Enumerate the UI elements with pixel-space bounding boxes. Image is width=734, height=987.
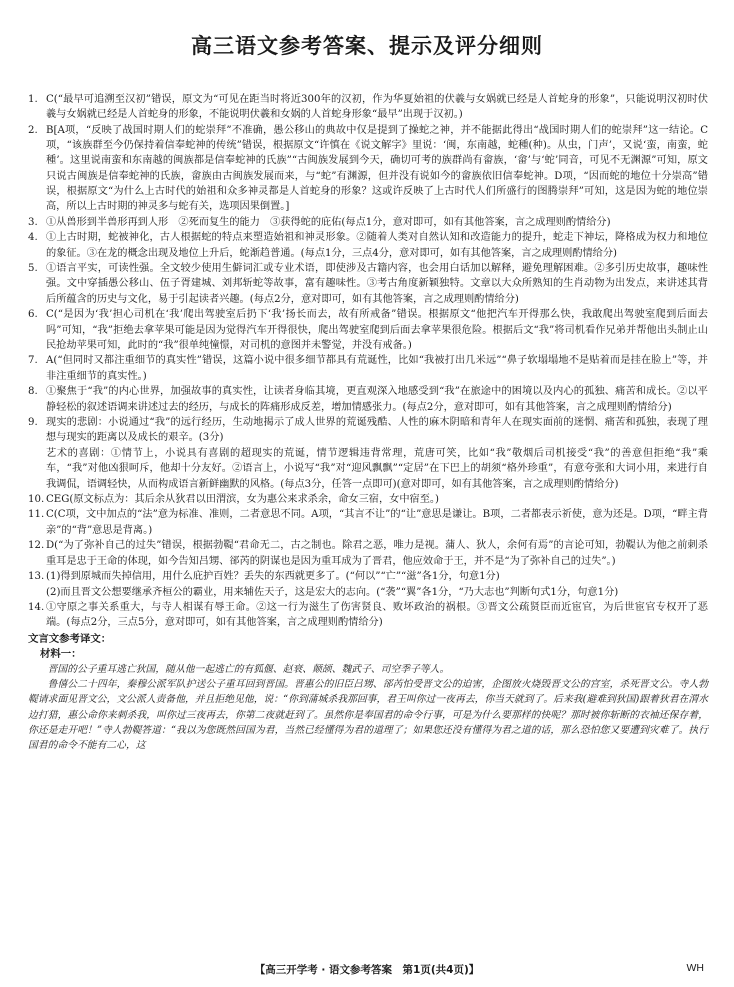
answer-item-3 bbox=[28, 215, 708, 230]
answer-item-9 bbox=[28, 415, 708, 445]
item-number: 9. bbox=[28, 417, 38, 429]
answer-item-4 bbox=[28, 230, 708, 260]
item-text: ①聚焦于“我”的内心世界，加强故事的真实性，让读者身临其境，更直观深入地感受到“我”在旅途中的困境以及内心的孤独、痛苦和成长。②以平静轻松的叙述语调来讲述过去的经历，与成长的阵痛形成反差，增加情感张力。(每点2分，意对即可，如有其他答案，言之成理则酌情给分) bbox=[46, 386, 708, 413]
footer-code: WH bbox=[686, 962, 704, 974]
item-text: CEG(原文标点为：其后余从狄君以田渭滨，女为惠公来求杀余，命女三宿，女中宿至。) bbox=[46, 493, 439, 505]
item-number: 12. bbox=[28, 540, 45, 552]
item-number: 11. bbox=[28, 509, 45, 521]
item-text: ①从兽形到半兽形再到人形 ②死而复生的能力 ③获得蛇的庇佑(每点1分，意对即可，如有其他答案，言之成理则酌情给分) bbox=[46, 216, 611, 228]
item-text: ①语言平实，可读性强。全文较少使用生僻词汇或专业术语，即使涉及古籍内容，也会用白话加以解释，避免理解困难。②多引历史故事，趣味性强。文中穿插愚公移山、伍子胥建城、刘邦斩蛇等故事，富有趣味性。③考古角度新颖独特。文章以大众所熟知的生肖动物为出发点，来讲述其背后所蕴含的历史与文化，易于引起读者兴趣。(每点2分，意对即可，如有其他答案，言之成理则酌情给分) bbox=[46, 263, 708, 305]
answer-item-9-continued: 艺术的喜剧：①情节上，小说具有喜剧的超现实的荒诞，情节逻辑违背常理，荒唐可笑，比如“我”敬烟后司机接受“我”的善意但拒绝“我”乘车，“我”对他凶狠呵斥，他却十分友好。②语言上，小说写“我”对“迎风飘飘”“定居”在下巴上的胡须“格外珍重”，有意夸张和大词小用，来进行自我调侃，语调轻快，从而构成语言新鲜幽默的风格。(每点3分，任答一点即可)(意对即可，如有其他答案，言之成理则酌情给分) bbox=[46, 448, 708, 490]
item-text: B[A项，“反映了战国时期人们的蛇崇拜”不准确，愚公移山的典故中仅是提到了操蛇之神，并不能据此得出“战国时期人们的蛇崇拜”这一结论。C项，“该族群至今仍保持着信奉蛇神的传统”错误，根据原文“许慎在《说文解字》里说：‘闽，东南越，蛇種(种)。从虫，门声’，又说‘蛮，南蛮，蛇種’。这里说南蛮和东南越的闽族都是信奉蛇神的氏族”“古闽族发展到今天，确切可考的族群尚有畲族，‘畲’与‘蛇’同音，可见不无渊源”可知，原文只说古闽族是信奉蛇神的氏族，畲族由古闽族发展而来，与“蛇”有渊源，但并没有说如今的畲族依旧信奉蛇神。D项，“因而蛇的地位十分崇高”错误，根据原文“为什么上古时代的始祖和众多神灵都是人首蛇身的形象？这或许反映了上古时代人们所盛行的图腾崇拜”可知，这是因为蛇的地位崇高，所以上古时期的神灵多与蛇有关，选项因果倒置。] bbox=[46, 124, 708, 212]
item-text: ①上古时期，蛇被神化，古人根据蛇的特点来塑造始祖和神灵形象。②随着人类对自然认知和改造能力的提升，蛇走下神坛，降格成为权力和地位的象征。③在龙的概念出现及地位上升后，蛇渐趋普通。(每点1分，三点4分，意对即可，如有其他答案，言之成理则酌情给分) bbox=[46, 232, 708, 259]
answer-item-14 bbox=[28, 600, 708, 630]
item-number: 4. bbox=[28, 232, 38, 244]
item-text: C(“是因为‘我’担心司机在‘我’爬出驾驶室后扔下‘我’扬长而去，故有所戒备”错误。根据原文“他把汽车开得那么快，我敢爬出驾驶室爬到后面去吗”可知，“我”拒绝去拿苹果可能是因为觉得汽车开得很快，爬出驾驶室爬到后面去拿苹果很危险。根据后文“我”将司机看作兄弟并帮他出头制止山民抢劫苹果可知，此时的“我”很单纯憧憬，对司机的意图并未警觉，并没有戒备。) bbox=[46, 309, 708, 351]
item-text: A(“但同时又都注重细节的真实性”错误，这篇小说中很多细节都具有荒诞性，比如“我被打出几米远”“鼻子软塌塌地不是贴着而是挂在脸上”等，并非注重细节的真实性。) bbox=[46, 355, 708, 382]
answer-item-11 bbox=[28, 507, 708, 537]
item-number: 5. bbox=[28, 263, 38, 275]
answer-item-5 bbox=[28, 261, 708, 307]
item-number: 3. bbox=[28, 216, 38, 228]
translation-paragraph: 晋国的公子重耳逃亡狄国，随从他一起逃亡的有狐偃、赵衰、颠颉、魏武子、司空季子等人。 bbox=[47, 664, 450, 676]
item-number: 6. bbox=[28, 309, 38, 321]
answer-item-12 bbox=[28, 538, 708, 568]
answer-item-8 bbox=[28, 384, 708, 414]
item-text: 现实的悲剧：小说通过“我”的远行经历，生动地揭示了成人世界的荒诞残酷、人性的麻木阴暗和青年人在现实面前的迷惘、痛苦和孤独，表现了理想与现实的距离以及成长的艰辛。(3分) bbox=[46, 417, 708, 444]
translation-paragraph: 鲁僖公二十四年，秦穆公派军队护送公子重耳回到晋国。晋惠公的旧臣吕甥、郤芮怕受晋文公的迫害，企图放火烧毁晋文公的宫室，杀死晋文公。寺人勃鞮请求面见晋文公，文公派人责备他，并且拒绝见他，说：“你到蒲城杀我那回事，君王叫你过一夜再去，你当天就到了。后来我(避难到狄国)跟着狄君在渭水边打猎，惠公命你来刺杀我，叫你过三夜再去，你第二夜就赶到了。虽然你是奉国君的命令行事，可是为什么要那样的快呢？那时被你斩断的衣袖还保存着，你还是走开吧！”寺人勃鞮答道：“我以为您既然回国为君，当然已经懂得为君的道理了；如果您还没有懂得为君之道的话，那么恐怕您又要遭到灾难了。执行国君的命令不能有二心，这 bbox=[28, 679, 708, 752]
answer-item-10 bbox=[28, 492, 708, 507]
page-footer: 【高三开学考 · 语文参考答案 第1页(共4页)】 bbox=[254, 964, 480, 976]
item-text: ①守原之事关系重大，与寺人相谋有辱王命。②这一行为滋生了伤害贤良、败坏政治的祸根。③晋文公疏贤臣而近宦官，为后世宦官专权开了恶端。(每点2分，三点5分，意对即可，如有其他答案，言之成理则酌情给分) bbox=[46, 602, 708, 629]
answer-item-2 bbox=[28, 123, 708, 214]
answer-item-13-part-2: (2)而且晋文公想要继承齐桓公的霸业，用来辅佐天子，这是宏大的志向。(“袭”“翼”各1分，“乃大志也”判断句式1分，句意1分) bbox=[46, 587, 619, 598]
material-one-heading: 材料一： bbox=[40, 647, 82, 660]
answer-item-7 bbox=[28, 353, 708, 383]
item-number: 8. bbox=[28, 386, 38, 398]
item-text: D(“为了弥补自己的过失”错误，根据勃鞮“君命无二，古之制也。除君之恶，唯力是视。蒲人、狄人，余何有焉”的言论可知，勃鞮认为他之前刺杀重耳是忠于王命的体现，如今告知吕甥、郤芮的阴谋也是因为重耳成为了晋君，他应效命于王，并不是“为了弥补自己的过失”。) bbox=[46, 540, 708, 567]
item-number: 1. bbox=[28, 94, 38, 105]
page-title: 高三语文参考答案、提示及评分细则 bbox=[191, 34, 543, 58]
translation-section-heading: 文言文参考译文： bbox=[28, 632, 112, 645]
answer-content bbox=[28, 92, 708, 753]
item-text: C(C项，文中加点的“法”意为标准、准则，二者意思不同。A项，“其言不让”的“让”意思是谦让。B项，二者都表示祈使，意为还是。D项，“畔主背亲”的“背”意思是背离。) bbox=[46, 509, 708, 536]
answer-item-1 bbox=[28, 92, 708, 122]
item-number: 7. bbox=[28, 355, 38, 367]
item-number: 14. bbox=[28, 602, 45, 614]
item-number: 2. bbox=[28, 124, 38, 136]
item-number: 13. bbox=[28, 571, 45, 583]
item-text: (1)得到原城而失掉信用，用什么庇护百姓？丢失的东西就更多了。(“何以”“亡”“滋”各1分，句意1分) bbox=[46, 571, 500, 583]
item-number: 10. bbox=[28, 493, 45, 505]
answer-item-6 bbox=[28, 307, 708, 353]
answer-item-13 bbox=[28, 569, 708, 584]
item-text: C(“最早可追溯至汉初”错误，原文为“可见在距当时将近300年的汉初，作为华夏始祖的伏羲与女娲就已经是人首蛇身的形象”，只能说明汉初时伏羲与女娲就已经是人首蛇身的形象，不能说明伏羲和女娲的人首蛇身形象“最早”出现于汉初。) bbox=[46, 94, 708, 121]
